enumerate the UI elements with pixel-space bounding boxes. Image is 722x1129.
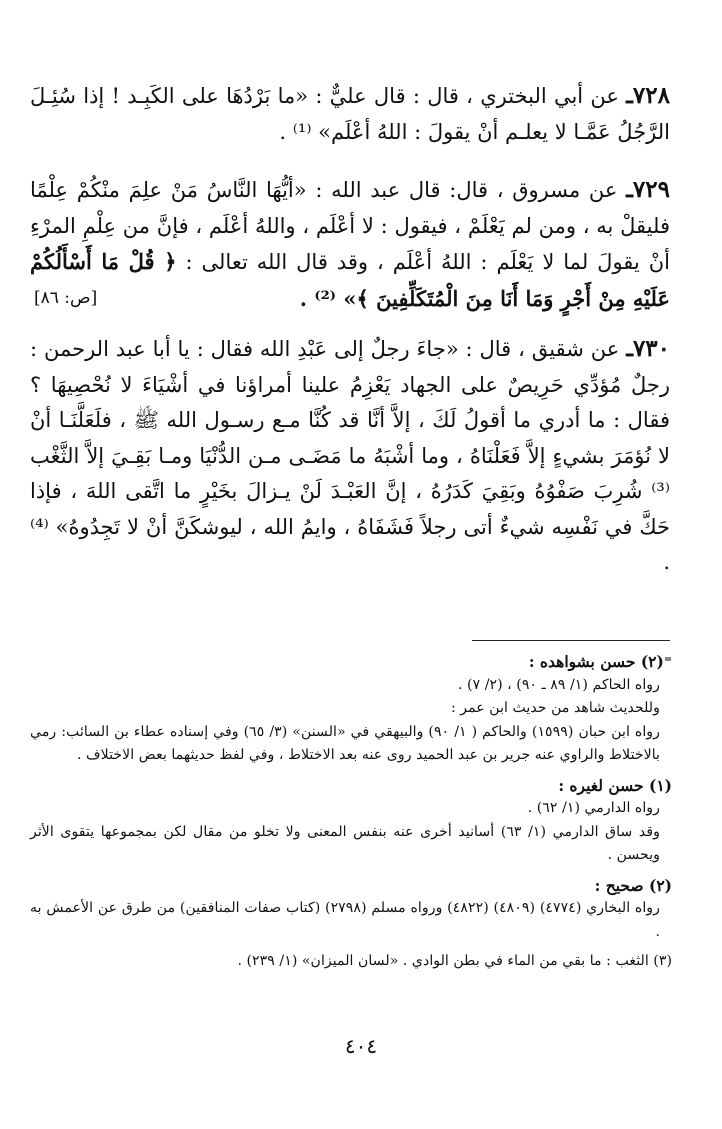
hadith-number: ٧٢٨	[632, 82, 670, 109]
paragraph-729	[30, 172, 670, 317]
footnote-head: ⁼(٢) حسن بشواهده :	[528, 652, 672, 671]
page-number: ٤٠٤	[344, 1034, 378, 1058]
footnote-line: وللحديث شاهد من حديث ابن عمر :	[450, 700, 660, 716]
paragraph-728	[30, 78, 670, 150]
footnote-group	[30, 874, 672, 945]
footnote-line: رواه الحاكم (١/ ٨٩ ـ ٩٠) ، (٢/ ٧) .	[458, 676, 660, 693]
main-text	[30, 78, 670, 593]
footnote-line: رواه البخاري (٤٧٧٤) (٤٨٠٩) (٤٨٢٢) ورواه مسلم (٢٧٩٨) (كتاب صفات المنافقين) من طرق عن الأعمش به .	[30, 900, 660, 940]
number-dash: ـ	[626, 82, 633, 109]
page-reference: [ص: ٨٦]	[34, 287, 98, 308]
footnote-line: رواه ابن حبان (١٥٩٩) والحاكم ( ١/ ٩٠) والبيهقي في «السنن» (٣/ ٦٥) وفي إسناده عطاء بن السائب: رمي بالاختلاط والراوي عنه جرير بن عبد الحميد روى عنه بعد الاختلاط ، وفي لفظ حديثهما بعض الاختلاف .	[30, 723, 660, 763]
number-dash: ـ	[626, 335, 633, 362]
footnote-group	[30, 650, 672, 768]
footnote-head: (٢) صحيح :	[594, 875, 672, 895]
quran-verse: ﴿ قُلْ مَا أَسْأَلُكُمْ عَلَيْهِ مِنْ أَجْرٍ وَمَا أَنَا مِنَ الْمُتَكَلِّفِينَ ﴾» ⁽²⁾ .	[30, 249, 670, 311]
footnote-line: رواه الدارمي (١/ ٦٢) .	[527, 800, 660, 816]
footnotes	[30, 650, 672, 980]
hadith-text: عن أبي البختري ، قال : قال عليٌّ : «ما بَرْدُهَا على الكَبِـد ! إذا سُئِـلَ الرَّجُلُ عَمَّـا لا يعلـم أنْ يقولَ : اللهُ أعْلَم» ⁽¹⁾ .	[30, 84, 670, 144]
hadith-text: عن شقيق ، قال : «جاءَ رجلٌ إلى عَبْدِ الله فقال : يا أبا عبد الرحمن : رجلٌ مُؤدِّي حَرِيصٌ على الجهاد يَعْزِمُ علينا أمراؤنا في أشْيَاءَ لا نُحْصِيهَا ؟ فقال : ما أدري ما أقولُ لَكَ ، إلاَّ أنَّا قد كُنَّا مـع رسـول الله ﷺ ، فلَعَلَّنَـا أنْ لا نُؤمَرَ بشيءٍ إلاَّ فَعَلْنَاهُ ، وما أشْبَهُ ما مَضَـى مـن الدُّنْيَا ومـا بَقِـيَ إلاَّ الثَّغْب ⁽³⁾ شُرِبَ صَفْوُهُ وبَقِيَ كَدَرُهُ ، إنَّ العَبْـدَ لَنْ يـزالَ بخَيْرٍ ما اتَّقى اللهَ ، فإذا حَكَّ في نَفْسِه شيءٌ أتى رجلاً فَشَفَاهُ ، وايمُ الله ، ليوشكَنَّ أنْ لا تَجِدُوهُ» ⁽⁴⁾ .	[30, 337, 670, 574]
footnote-body	[30, 797, 672, 868]
footnote-line: وقد ساق الدارمي (١/ ٦٣) أسانيد أخرى عنه بنفس المعنى ولا تخلو من مقال لكن بمجموعها يتقوى الأثر ويحسن .	[30, 823, 661, 863]
footnote-head: (٣) الثغب : ما بقي من الماء في بطن الوادي . «لسان الميزان» (١/ ٢٣٩) .	[237, 953, 672, 969]
footnote-divider	[472, 640, 670, 641]
footnote-body	[30, 897, 672, 944]
hadith-number: ٧٢٩	[632, 176, 670, 203]
number-dash: ـ	[626, 176, 633, 203]
footnote-head: (١) حسن لغيره :	[558, 775, 672, 795]
footnote-body	[30, 674, 672, 768]
hadith-text: عن مسروق ، قال: قال عبد الله : «أيُّهَا النَّاسُ مَنْ علِمَ منْكُمْ عِلْمًا فليقلْ به ، ومن لم يَعْلَمْ ، فيقول : لا أعْلَم ، واللهُ أعْلَم ، فإنَّ من عِلْمِ المرْءِ أنْ يقولَ لما لا يَعْلَم : اللهُ أعْلَم ، وقد قال الله تعالى :	[30, 178, 670, 274]
hadith-number: ٧٣٠	[632, 335, 670, 362]
footnote-group	[30, 950, 672, 974]
paragraph-730	[30, 331, 670, 581]
footnote-group	[30, 774, 672, 868]
